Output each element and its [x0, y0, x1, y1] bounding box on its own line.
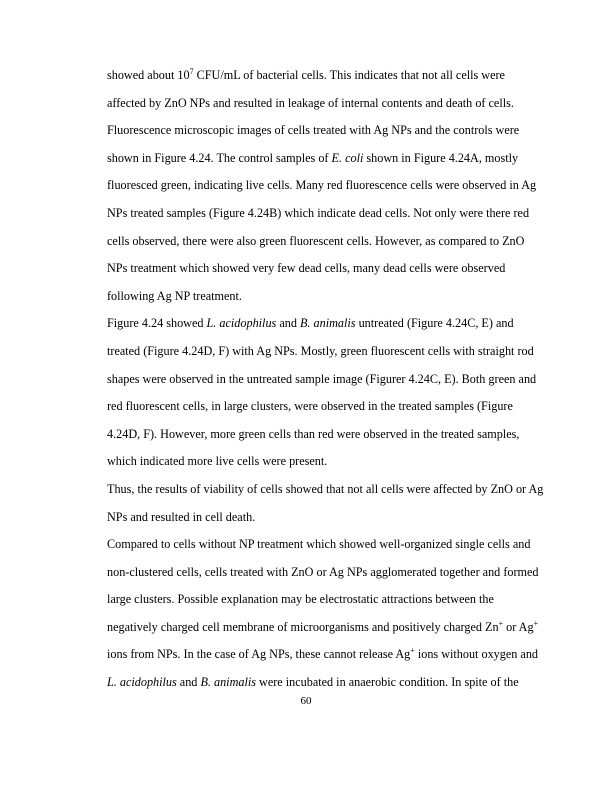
text-line [107, 614, 539, 642]
text-segment: shown in Figure 4.24. The control samples of [107, 150, 332, 165]
text-segment: negatively charged cell membrane of microorganisms and positively charged Zn [107, 619, 499, 634]
text-line [107, 90, 527, 118]
text-line [107, 338, 534, 366]
text-segment: treated (Figure 4.24D, F) with Ag NPs. Mostly, green fluorescent cells with straight rod [107, 343, 534, 358]
text-segment: untreated (Figure 4.24C, E) and [355, 316, 514, 331]
italic-text-segment: L. acidophilus [107, 675, 177, 690]
text-segment: ions without oxygen and [414, 647, 539, 662]
text-line [107, 559, 539, 587]
text-line [107, 310, 527, 338]
text-segment: non-clustered cells, cells treated with ZnO or Ag NPs agglomerated together and formed [107, 564, 539, 579]
text-line [107, 504, 527, 532]
italic-text-segment: B. animalis [299, 316, 356, 331]
text-segment: were incubated in anaerobic condition. In spite of the [255, 675, 519, 690]
text-line [107, 62, 527, 90]
text-segment: Fluorescence microscopic images of cells treated with Ag NPs and the controls were [107, 123, 520, 138]
text-segment: following Ag NP treatment. [107, 288, 242, 303]
text-segment: shown in Figure 4.24A, mostly [363, 150, 519, 165]
text-line [107, 145, 527, 173]
text-line [107, 641, 539, 669]
text-line [107, 255, 527, 283]
text-segment: affected by ZnO NPs and resulted in leakage of internal contents and death of cells. [107, 95, 514, 110]
text-line [107, 531, 531, 559]
text-segment: Figure 4.24 showed [107, 316, 207, 331]
text-segment: shapes were observed in the untreated sample image (Figurer 4.24C, E). Both green and [107, 371, 537, 386]
text-line [107, 228, 527, 256]
text-line [107, 448, 527, 476]
text-segment: red fluorescent cells, in large clusters, were observed in the treated samples (Figure [107, 399, 513, 414]
text-segment: or Ag [503, 619, 534, 634]
text-segment: NPs treated samples (Figure 4.24B) which indicate dead cells. Not only were there red [107, 205, 530, 220]
italic-text-segment: E. coli [331, 150, 364, 165]
italic-text-segment: B. animalis [200, 675, 256, 690]
text-segment: and [276, 316, 300, 331]
text-line [107, 476, 544, 504]
text-segment: Compared to cells without NP treatment which showed well-organized single cells and [107, 537, 531, 552]
text-segment: showed about 10 [107, 68, 190, 82]
text-line [107, 117, 527, 145]
text-line [107, 586, 527, 614]
text-segment: Thus, the results of viability of cells showed that not all cells were affected by ZnO or Ag [107, 481, 544, 496]
text-segment: which indicated more live cells were present. [107, 454, 328, 469]
text-segment: cells observed, there were also green fluorescent cells. However, as compared to ZnO [107, 233, 525, 248]
text-line [107, 172, 537, 200]
italic-text-segment: L. acidophilus [206, 316, 277, 331]
text-block [107, 62, 544, 697]
superscript-segment: + [410, 646, 415, 656]
text-segment: NPs treatment which showed very few dead cells, many dead cells were observed [107, 261, 506, 276]
text-segment: CFU/mL of bacterial cells. This indicates that not all cells were [193, 68, 505, 82]
text-line [107, 669, 527, 697]
superscript-segment: 7 [189, 66, 194, 76]
text-segment: NPs and resulted in cell death. [107, 509, 256, 524]
text-segment: large clusters. Possible explanation may be electrostatic attractions between the [107, 592, 494, 607]
superscript-segment: + [498, 618, 504, 628]
text-segment: ions from NPs. In the case of Ag NPs, these cannot release Ag [107, 647, 411, 662]
text-line [107, 421, 527, 449]
text-segment: 4.24D, F). However, more green cells than red were observed in the treated samples, [107, 426, 520, 441]
text-segment: fluoresced green, indicating live cells. Many red fluorescence cells were observed in Ag [107, 178, 537, 193]
page-number: 60 [300, 695, 312, 707]
text-segment: and [176, 675, 201, 690]
superscript-segment: + [533, 618, 539, 628]
text-line [107, 393, 527, 421]
text-line [107, 366, 537, 394]
text-line [107, 200, 530, 228]
text-line [107, 283, 527, 311]
